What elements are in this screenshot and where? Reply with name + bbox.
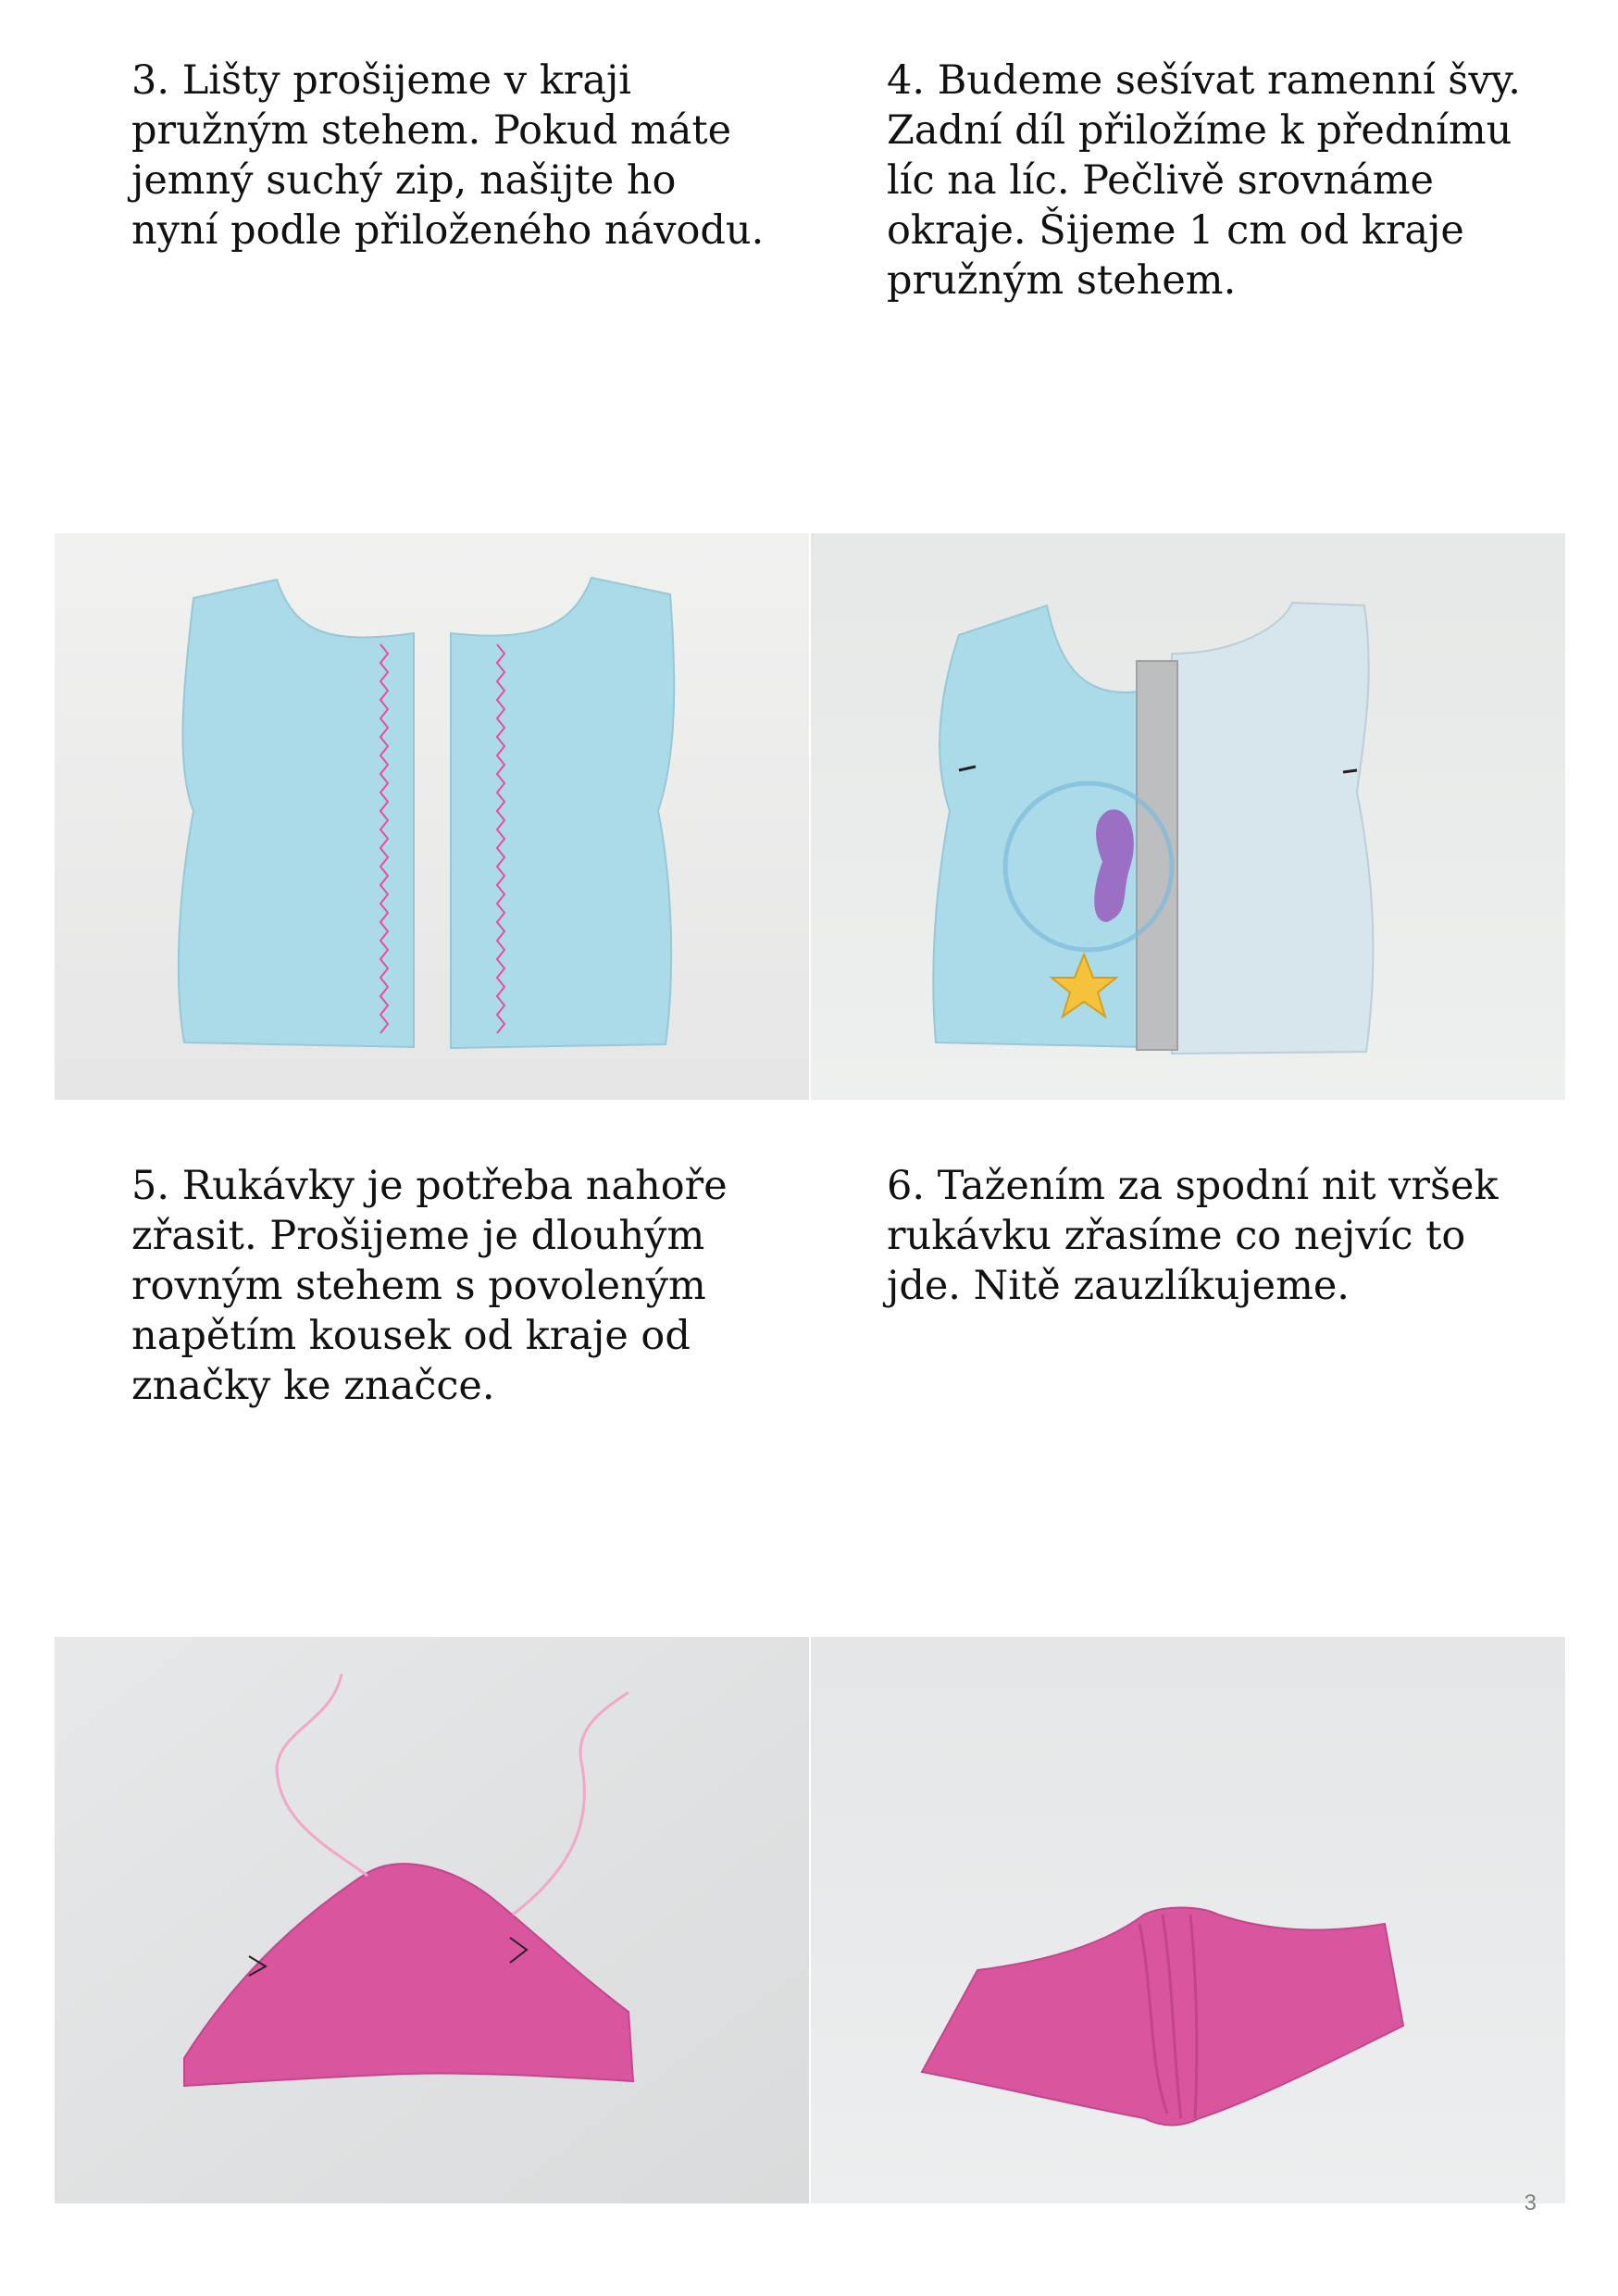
back-piece-left — [179, 580, 414, 1047]
step-5-text: 5. Rukávky je potřeba nahoře zřasit. Prošijeme je dlouhým rovným stehem s povoleným napětím kousek od kraje od značky ke značce. — [131, 1163, 728, 1409]
photo-sleeve-gathering-stitch — [55, 1637, 809, 2203]
back-piece-right — [451, 578, 674, 1048]
step-3-text: 3. Lišty prošijeme v kraji pružným stehem. Pokud máte jemný suchý zip, našijte ho nyní podle přiloženého návodu. — [131, 57, 765, 254]
step-4-text: 4. Budeme sešívat ramenní švy. Zadní díl přiložíme k přednímu líc na líc. Pečlivě srovnáme okraje. Šijeme 1 cm od kraje pružným stehem. — [887, 57, 1521, 304]
back-piece-lining — [1172, 603, 1373, 1054]
step-6-text: 6. Tažením za spodní nit vršek rukávku zřasíme co nejvíc to jde. Nitě zauzlíkujeme. — [887, 1163, 1499, 1309]
photo-sleeve-gathered — [811, 1637, 1565, 2203]
photo-shoulder-seam-setup — [811, 533, 1565, 1100]
photo-stitched-back-pieces — [55, 533, 809, 1100]
page-number: 3 — [1524, 2190, 1537, 2215]
